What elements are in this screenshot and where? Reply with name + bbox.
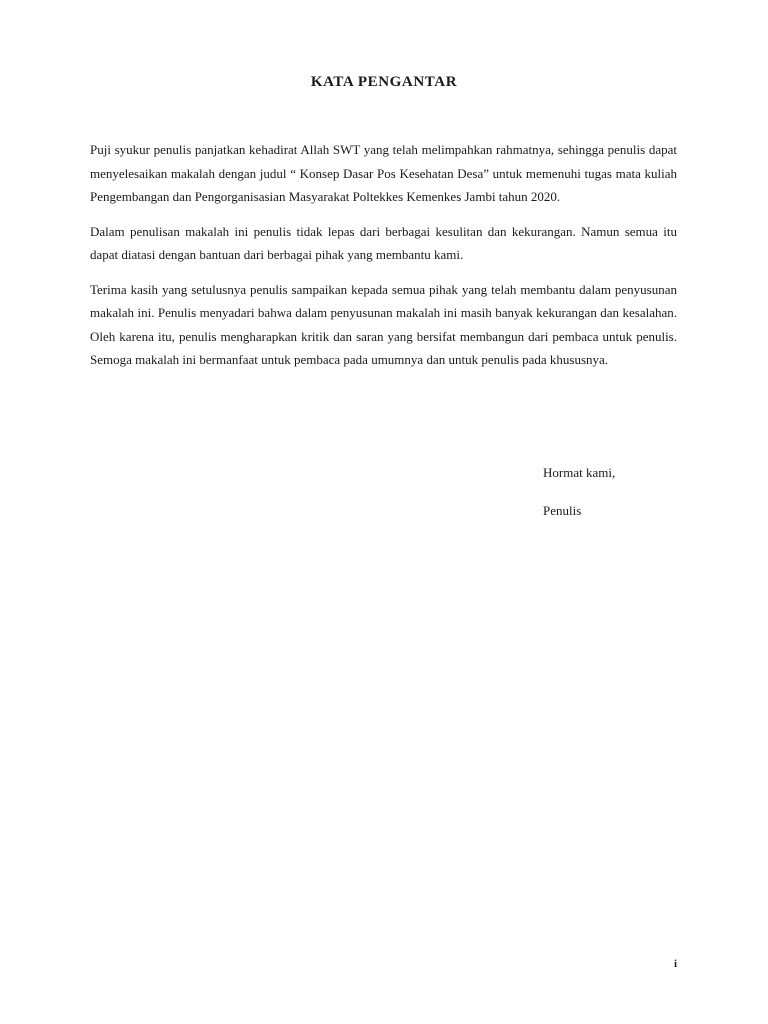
- body-text: [90, 138, 677, 383]
- signature-name: Penulis: [543, 502, 582, 518]
- paragraph-3: Terima kasih yang setulusnya penulis sampaikan kepada semua pihak yang telah membantu dalam penyusunan makalah ini. Penulis menyadari bahwa dalam penyusunan makalah ini masih banyak kekurangan dan kesalahan. Oleh karena itu, penulis mengharapkan kritik dan saran yang bersifat membangun dari pembaca untuk penulis. Semoga makalah ini bermanfaat untuk pembaca pada umumnya dan untuk penulis pada khususnya.: [90, 281, 677, 367]
- page-number: i: [673, 958, 677, 970]
- signature-block: [543, 461, 743, 522]
- signature-closing: Hormat kami,: [543, 465, 616, 480]
- page-title: KATA PENGANTAR: [310, 74, 458, 90]
- paragraph-1: Puji syukur penulis panjatkan kehadirat Allah SWT yang telah melimpahkan rahmatnya, sehingga penulis dapat menyelesaikan makalah dengan judul “ Konsep Dasar Pos Kesehatan Desa” untuk memenuhi tugas mata kuliah Pengembangan dan Pengorganisasian Masyarakat Poltekkes Kemenkes Jambi tahun 2020.: [90, 142, 677, 204]
- paragraph-2: Dalam penulisan makalah ini penulis tidak lepas dari berbagai kesulitan dan kekurangan. Namun semua itu dapat diatasi dengan bantuan dari berbagai pihak yang membantu kami.: [90, 223, 677, 262]
